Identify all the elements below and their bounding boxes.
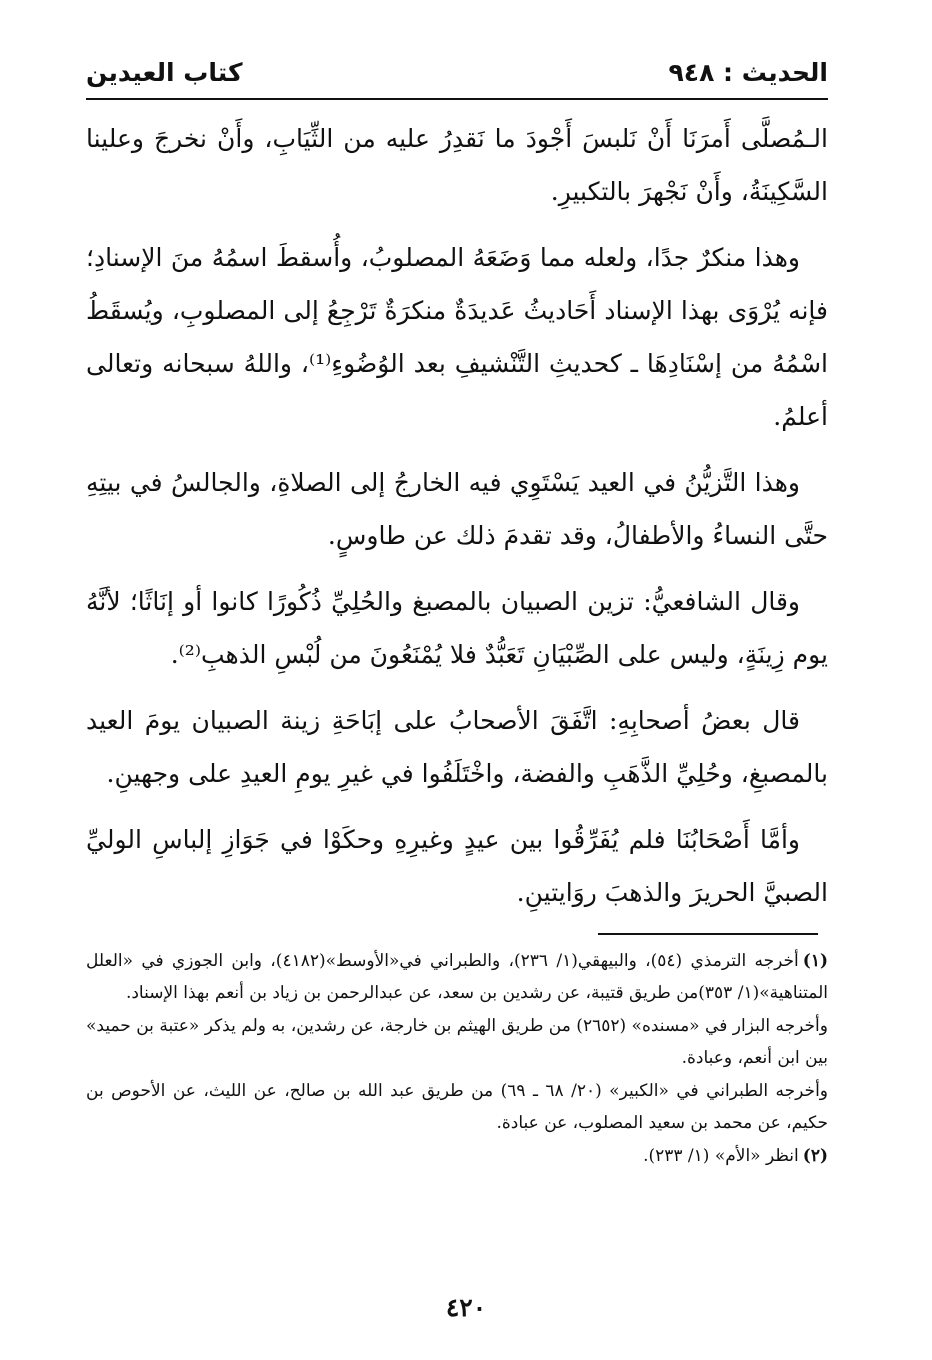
footnote-text: أخرجه الترمذي (٥٤)، والبيهقي(١/ ٢٣٦)، والطبراني في«الأوسط»(٤١٨٢)، وابن الجوزي في «العلل المتناهية»(١/ ٣٥٣)من طريق قتيبة، عن رشدين بن سعد، عن عبدالرحمن بن زياد بن أنعم بهذا الإسناد. bbox=[86, 951, 828, 1003]
page-number: ٤٢٠ bbox=[445, 1293, 487, 1322]
paragraph: قال بعضُ أصحابِهِ: اتَّفَقَ الأصحابُ على إبَاحَةِ زينة الصبيان يومَ العيد بالمصبغِ، وحُلِيِّ الذَّهَبِ والفضة، واخْتَلَفُوا في غيرِ يومِ العيدِ على وجهينِ. bbox=[86, 706, 828, 788]
footnote-number: (١) bbox=[802, 951, 829, 971]
footnote bbox=[86, 1011, 828, 1074]
footnote-text: وأخرجه الطبراني في «الكبير» (٢٠/ ٦٨ ـ ٦٩) من طريق عبد الله بن صالح، عن الليث، عن الأحوص بن حكيم، عن محمد بن سعيد المصلوب، عن عبادة. bbox=[86, 1081, 828, 1133]
footnote-text: انظر «الأم» (١/ ٢٣٣). bbox=[643, 1146, 799, 1166]
hadith-number-label: الحديث : ٩٤٨ bbox=[668, 58, 828, 87]
footnote bbox=[86, 1141, 828, 1173]
footnote bbox=[86, 946, 828, 1009]
book-title: كتاب العيدين bbox=[86, 58, 243, 87]
paragraph: وهذا منكرٌ جدًا، ولعله مما وَضَعَهُ المصلوبُ، وأُسقطَ اسمُهُ منَ الإسنادِ؛ فإنه يُرْوَى بهذا الإسناد أَحَاديثُ عَديدَةٌ منكرَةٌ تَرْجِعُ إلى المصلوبِ، ويُسقَطُ اسْمُهُ من إسْنَادِهَا ـ كحديثِ التَّنْشيفِ بعد الوُضُوءِ⁽¹⁾، واللهُ سبحانه وتعالى أعلمُ. bbox=[86, 243, 828, 431]
footnote bbox=[86, 1076, 828, 1139]
footnote-number: (٢) bbox=[802, 1146, 828, 1166]
paragraph: وأمَّا أَصْحَابُنَا فلم يُفَرِّقُوا بين عيدٍ وغيرِهِ وحكَوْا في جَوَازِ إلباسِ الوليِّ الصبيَّ الحريرَ والذهبَ روَايتينِ. bbox=[86, 825, 828, 907]
paragraph: وهذا التَّزيُّنُ في العيد يَسْتَوِي فيه الخارجُ إلى الصلاةِ، والجالسُ في بيتِهِ حتَّى النساءُ والأطفالُ، وقد تقدمَ ذلك عن طاوسٍ. bbox=[86, 468, 828, 550]
footnote-separator bbox=[598, 933, 818, 935]
running-header bbox=[86, 52, 828, 100]
main-text bbox=[86, 112, 828, 932]
footnote-text: وأخرجه البزار في «مسنده» (٢٦٥٢) من طريق الهيثم بن خارجة، عن رشدين، به ولم يذكر «عتبة بن حميد» بين ابن أنعم، وعبادة. bbox=[86, 1016, 828, 1068]
paragraph: وقال الشافعيُّ: تزين الصبيان بالمصبغ والحُلِيِّ ذُكُورًا كانوا أو إنَاثًا؛ لأنَّهُ يوم زِينَةٍ، وليس على الصِّبْيَانِ تَعَبُّدٌ فلا يُمْنَعُونَ من لُبْسِ الذهبِ⁽²⁾. bbox=[86, 587, 828, 669]
paragraph: الـمُصلَّى أَمرَنَا أَنْ نَلبسَ أَجْودَ ما نَقدِرُ عليه من الثِّيَابِ، وأَنْ نخرجَ وعلينا السَّكِينَةُ، وأَنْ نَجْهرَ بالتكبيرِ. bbox=[86, 124, 828, 206]
footnotes bbox=[86, 946, 828, 1175]
